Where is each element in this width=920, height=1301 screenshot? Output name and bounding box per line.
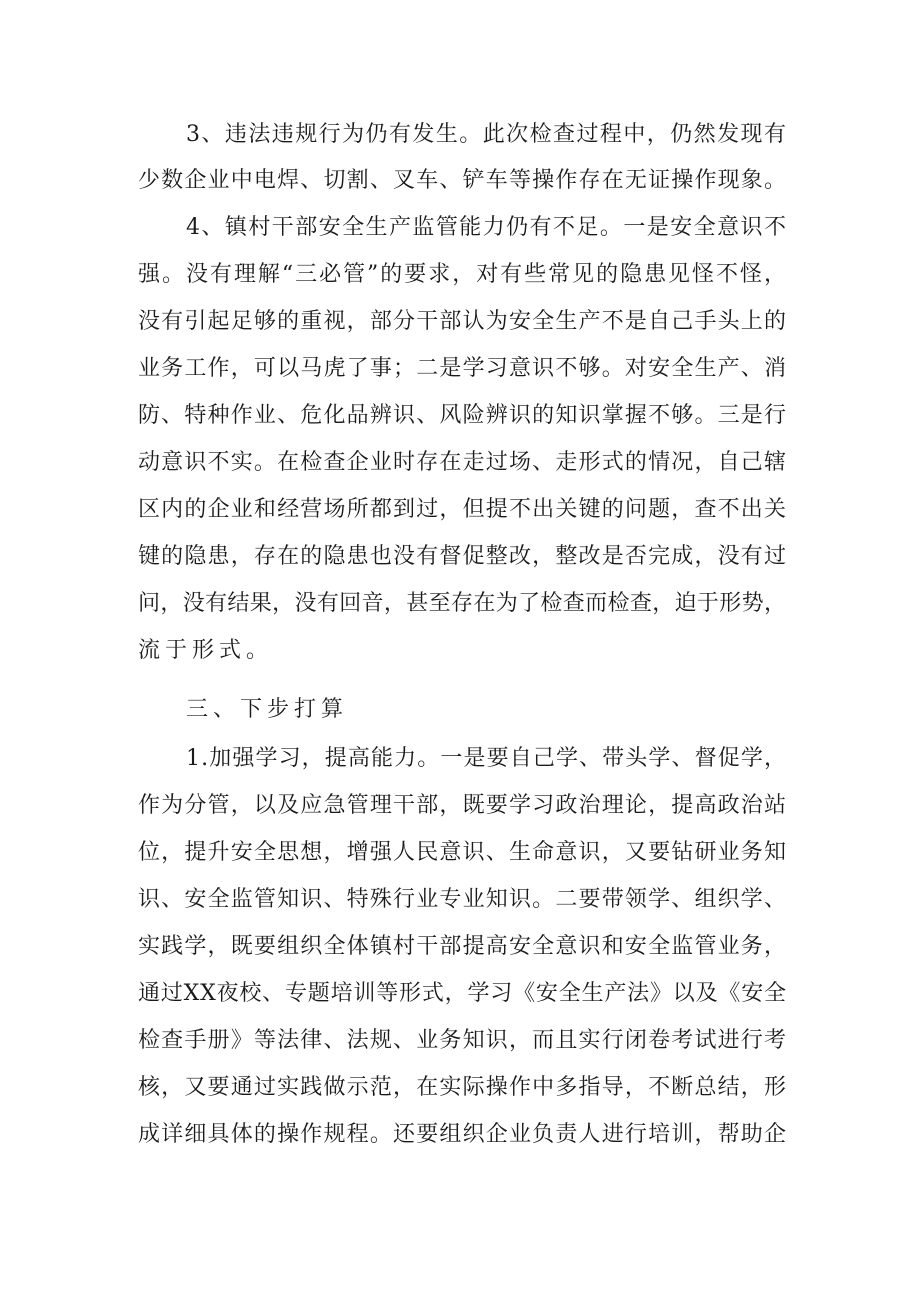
paragraph-4-line-4: 业务工作，可以马虎了事；二是学习意识不够。对安全生产、消 [138, 356, 788, 381]
item-1-line-6: 通过XX夜校、专题培训等形式，学习《安全生产法》以及《安全 [138, 981, 787, 1006]
item-1-line-3: 位，提升安全思想，增强人民意识、生命意识，又要钻研业务知 [138, 840, 788, 865]
paragraph-3-line-1: 3、违法违规行为仍有发生。此次检查过程中，仍然发现有 [186, 122, 788, 147]
item-1-line-5: 实践学，既要组织全体镇村干部提高安全意识和安全监管业务， [138, 934, 788, 959]
paragraph-4-line-5: 防、特种作业、危化品辨识、风险辨识的知识掌握不够。三是行 [138, 403, 788, 428]
item-1-line-8: 核，又要通过实践做示范，在实际操作中多指导，不断总结，形 [138, 1075, 788, 1100]
paragraph-4-line-8: 键的隐患，存在的隐患也没有督促整改，整改是否完成，没有过 [138, 544, 788, 569]
item-1-line-7: 检查手册》等法律、法规、业务知识，而且实行闭卷考试进行考 [138, 1028, 788, 1053]
paragraph-4-line-3: 没有引起足够的重视，部分干部认为安全生产不是自己手头上的 [138, 309, 788, 334]
paragraph-4-line-2: 强。没有理解“三必管”的要求，对有些常见的隐患见怪不怪， [138, 262, 788, 287]
paragraph-4-line-6: 动意识不实。在检查企业时存在走过场、走形式的情况，自己辖 [138, 450, 788, 475]
item-1-line-1: 1.加强学习，提高能力。一是要自己学、带头学、督促学， [186, 746, 788, 771]
item-1-line-9: 成详细具体的操作规程。还要组织企业负责人进行培训，帮助企 [138, 1122, 788, 1147]
paragraph-4-line-9: 问，没有结果，没有回音，甚至存在为了检查而检查，迫于形势， [138, 591, 787, 616]
paragraph-4-line-1: 4、镇村干部安全生产监管能力仍有不足。一是安全意识不 [186, 215, 788, 240]
section-heading: 三、下步打算 [186, 697, 349, 722]
item-1-line-2: 作为分管，以及应急管理干部，既要学习政治理论，提高政治站 [138, 793, 788, 818]
item-1-line-4: 识、安全监管知识、特殊行业专业知识。二要带领学、组织学、 [138, 887, 788, 912]
paragraph-3-line-2: 少数企业中电焊、切割、叉车、铲车等操作存在无证操作现象。 [138, 168, 788, 193]
paragraph-4-line-10: 流于形式。 [138, 638, 274, 663]
paragraph-4-line-7: 区内的企业和经营场所都到过，但提不出关键的问题，查不出关 [138, 497, 788, 522]
